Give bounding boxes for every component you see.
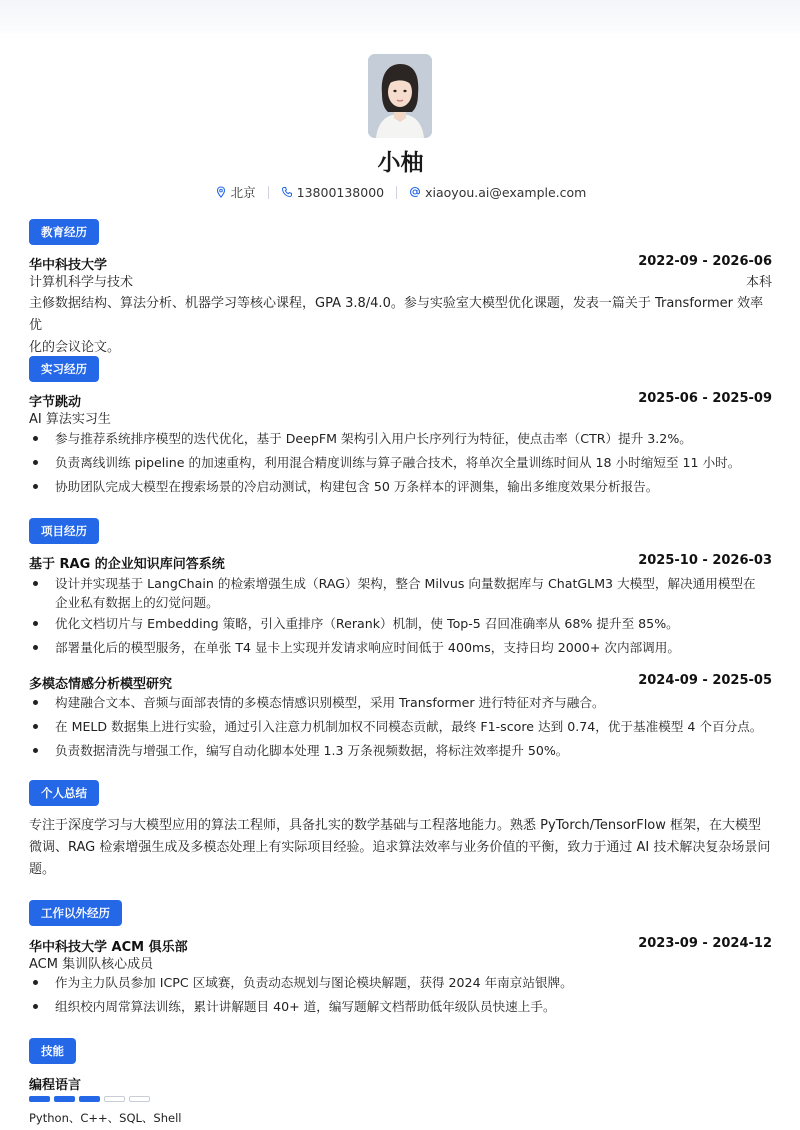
internship-bullet: 参与推荐系统排序模型的迭代优化，基于 DeepFM 架构引入用户长序列行为特征，使点击率（CTR）提升 3.2%。 <box>29 429 772 448</box>
skill-level-segment <box>54 1096 75 1102</box>
skill-level-segment <box>79 1096 100 1102</box>
skill-level-segment <box>104 1096 125 1102</box>
education-date: 2022-09 - 2026-06 <box>638 254 772 269</box>
internship-subrow <box>29 408 772 427</box>
contact-info <box>29 183 772 201</box>
contact-phone <box>281 185 384 200</box>
project-name: 多模态情感分析模型研究 <box>29 677 173 692</box>
section-badge-education: 教育经历 <box>29 219 99 245</box>
contact-separator <box>268 186 269 199</box>
contact-separator <box>396 186 397 199</box>
skill-level-segment <box>129 1096 150 1102</box>
internship-role: AI 算法实习生 <box>29 412 111 427</box>
education-subrow <box>29 271 772 290</box>
project-row <box>29 673 772 692</box>
education-desc-line: 化的会议论文。 <box>29 340 121 355</box>
education-desc-line: 主修数据结构、算法分析、机器学习等核心课程，GPA 3.8/4.0。参与实验室大模型优化课题，发表一篇关于 Transformer 效率优 <box>29 296 764 333</box>
contact-city <box>215 183 256 201</box>
summary-line: 微调、RAG 检索增强生成及多模态处理上有实际项目经验。追求算法效率与业务价值的平衡，致力于通过 AI 技术解决复杂场景问 <box>29 840 771 855</box>
avatar-portrait <box>368 54 432 138</box>
project-bullet: 负责数据清洗与增强工作，编写自动化脚本处理 1.3 万条视频数据，将标注效率提升 50%。 <box>29 741 772 760</box>
education-description <box>29 293 772 359</box>
skill-level-bar <box>29 1096 150 1102</box>
section-badge-internship: 实习经历 <box>29 356 99 382</box>
project-name: 基于 RAG 的企业知识库问答系统 <box>29 557 225 572</box>
skill-name: 编程语言 <box>29 1078 82 1093</box>
extra-bullet: 作为主力队员参加 ICPC 区域赛，负责动态规划与图论模块解题，获得 2024 年南京站银牌。 <box>29 973 772 992</box>
section-badge-skills: 技能 <box>29 1038 76 1064</box>
skill-list: Python、C++、SQL、Shell <box>29 1111 182 1125</box>
extra-subrow <box>29 953 772 972</box>
location-icon <box>215 186 227 198</box>
project-bullet <box>29 574 772 612</box>
city-text: 北京 <box>230 185 256 200</box>
project-bullet: 部署量化后的模型服务，在单张 T4 显卡上实现并发请求响应时间低于 400ms，支持日均 2000+ 次内部调用。 <box>29 638 772 657</box>
project-date: 2025-10 - 2026-03 <box>638 553 772 568</box>
project-date: 2024-09 - 2025-05 <box>638 673 772 688</box>
candidate-name: 小柚 <box>377 150 424 176</box>
education-degree: 本科 <box>745 275 772 290</box>
extra-bullet: 组织校内周常算法训练，累计讲解题目 40+ 道，编写题解文档帮助低年级队员快速上手。 <box>29 997 772 1016</box>
project-bullet: 构建融合文本、音频与面部表情的多模态情感识别模型，采用 Transformer 进行特征对齐与融合。 <box>29 693 772 712</box>
phone-icon <box>281 186 293 198</box>
extra-date: 2023-09 - 2024-12 <box>638 936 772 951</box>
avatar <box>368 54 432 138</box>
section-badge-projects: 项目经历 <box>29 518 99 544</box>
skill-level-segment <box>29 1096 50 1102</box>
project-row <box>29 553 772 572</box>
project-bullet-line: 设计并实现基于 LangChain 的检索增强生成（RAG）架构，整合 Milvus 向量数据库与 ChatGLM3 大模型，解决通用模型在 <box>55 576 756 591</box>
section-badge-summary: 个人总结 <box>29 780 99 806</box>
contact-email[interactable] <box>409 185 586 200</box>
project-bullet: 优化文档切片与 Embedding 策略，引入重排序（Rerank）机制，使 Top-5 召回准确率从 68% 提升至 85%。 <box>29 614 772 633</box>
section-badge-extra: 工作以外经历 <box>29 900 122 926</box>
internship-date: 2025-06 - 2025-09 <box>638 391 772 406</box>
internship-bullet: 协助团队完成大模型在搜索场景的冷启动测试，构建包含 50 万条样本的评测集，输出多维度效果分析报告。 <box>29 477 772 496</box>
project-bullet-line: 企业私有数据上的幻觉问题。 <box>55 595 219 610</box>
email-text[interactable]: xiaoyou.ai@example.com <box>425 184 587 200</box>
extra-role: ACM 集训队核心成员 <box>29 957 154 972</box>
education-major: 计算机科学与技术 <box>29 275 134 290</box>
extra-org: 华中科技大学 ACM 俱乐部 <box>29 940 188 955</box>
summary-paragraph <box>29 815 772 881</box>
project-bullet: 在 MELD 数据集上进行实验，通过引入注意力机制加权不同模态贡献，最终 F1-score 达到 0.74，优于基准模型 4 个百分点。 <box>29 717 772 736</box>
education-school: 华中科技大学 <box>29 258 108 273</box>
email-icon <box>409 186 421 198</box>
phone-text: 13800138000 <box>296 184 385 200</box>
summary-line: 题。 <box>29 862 56 877</box>
internship-bullet: 负责离线训练 pipeline 的加速重构，利用混合精度训练与算子融合技术，将单次全量训练时间从 18 小时缩短至 11 小时。 <box>29 453 772 472</box>
internship-company: 字节跳动 <box>29 395 82 410</box>
top-fade <box>0 0 800 40</box>
summary-line: 专注于深度学习与大模型应用的算法工程师，具备扎实的数学基础与工程落地能力。熟悉 PyTorch/TensorFlow 框架，在大模型 <box>29 818 762 833</box>
